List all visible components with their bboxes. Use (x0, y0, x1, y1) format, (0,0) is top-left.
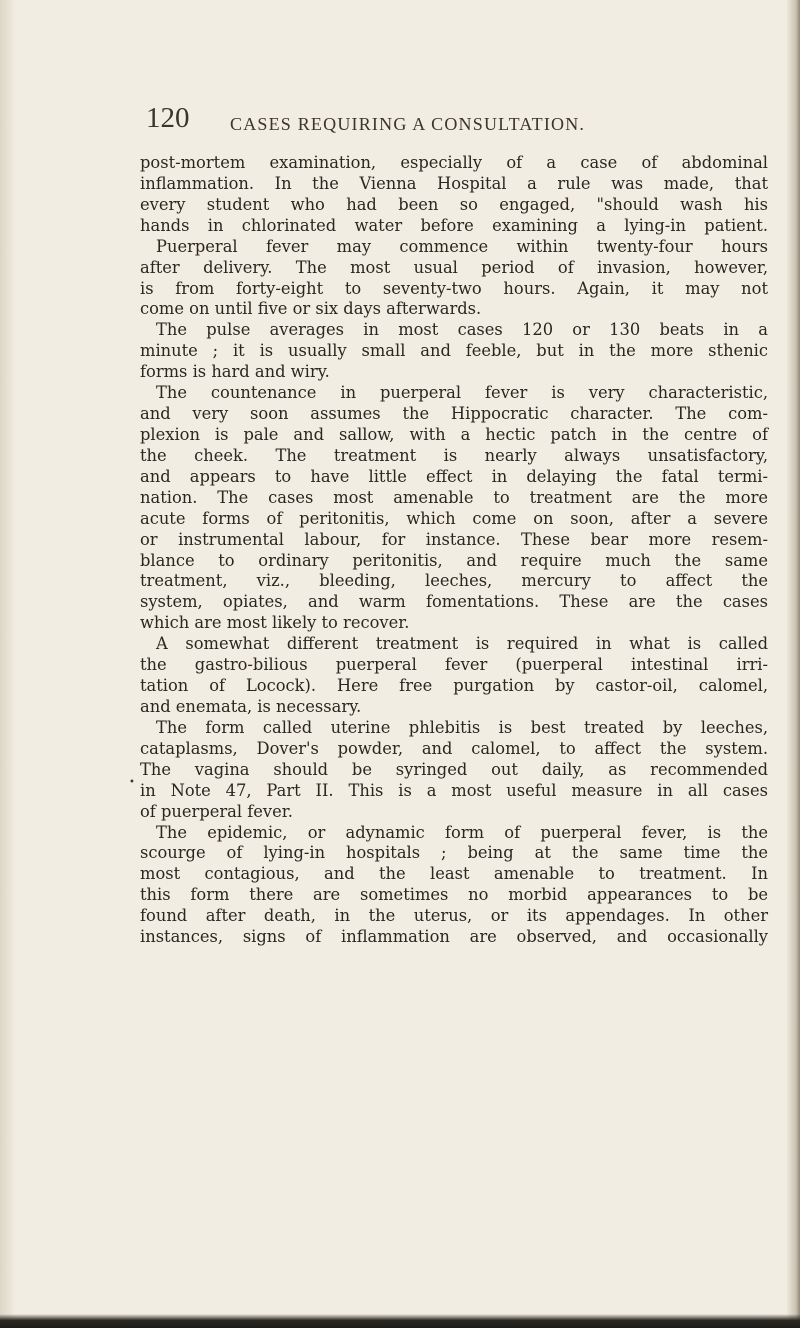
margin-mark: • (129, 777, 135, 788)
text-line: The countenance in puerperal fever is very characteristic, (156, 383, 768, 403)
text-line: and very soon assumes the Hippocratic character. The com- (140, 404, 768, 424)
text-line: most contagious, and the least amenable to treatment. In (140, 864, 768, 884)
text-line: this form there are sometimes no morbid appearances to be (140, 885, 768, 905)
text-line: instances, signs of inflammation are observed, and occasionally (140, 927, 768, 947)
text-line: the gastro-bilious puerperal fever (puerperal intestinal irri- (140, 655, 768, 675)
text-line: and enemata, is necessary. (140, 696, 362, 716)
text-line: A somewhat different treatment is required in what is called (156, 634, 768, 654)
text-line: in Note 47, Part II. This is a most useful measure in all cases (140, 780, 768, 800)
text-line: scourge of lying-in hospitals ; being at the same time the (140, 843, 768, 863)
text-line: treatment, viz., bleeding, leeches, mercury to affect the (140, 571, 768, 591)
text-line: inflammation. In the Vienna Hospital a rule was made, that (140, 173, 768, 193)
text-line: the cheek. The treatment is nearly always unsatisfactory, (140, 445, 768, 465)
text-line: Puerperal fever may commence within twenty-four hours (156, 236, 768, 256)
text-line: cataplasms, Dover's powder, and calomel, to affect the system. (140, 738, 768, 758)
text-line: and appears to have little effect in delaying the fatal termi- (140, 466, 768, 486)
text-line: every student who had been so engaged, "should wash his (140, 194, 768, 214)
body-text (140, 153, 768, 948)
text-line: is from forty-eight to seventy-two hours. Again, it may not (140, 278, 768, 298)
running-head: CASES REQUIRING A CONSULTATION. (230, 114, 586, 134)
text-line: of puerperal fever. (140, 801, 293, 821)
text-line: after delivery. The most usual period of invasion, however, (140, 257, 768, 277)
text-line: found after death, in the uterus, or its appendages. In other (140, 906, 768, 926)
text-line: The epidemic, or adynamic form of puerperal fever, is the (156, 822, 768, 842)
text-line: or instrumental labour, for instance. These bear more resem- (140, 529, 768, 549)
text-line: The vagina should be syringed out daily, as recommended (140, 759, 768, 779)
text-line: post-mortem examination, especially of a case of abdominal (140, 153, 768, 172)
text-line: system, opiates, and warm fomentations. These are the cases (140, 592, 768, 612)
text-line: acute forms of peritonitis, which come on soon, after a severe (140, 508, 768, 528)
page-number: 120 (146, 102, 190, 134)
text-line: The pulse averages in most cases 120 or 130 beats in a (156, 320, 768, 340)
text-line: tation of Locock). Here free purgation by castor-oil, calomel, (140, 676, 768, 696)
text-line: The form called uterine phlebitis is best treated by leeches, (156, 717, 768, 737)
text-line: blance to ordinary peritonitis, and require much the same (140, 550, 768, 570)
text-line: plexion is pale and sallow, with a hectic patch in the centre of (140, 424, 768, 444)
text-line: minute ; it is usually small and feeble, but in the more sthenic (140, 341, 768, 361)
page-edge-right (786, 0, 800, 1328)
page-header (146, 103, 776, 143)
text-line: forms is hard and wiry. (140, 362, 330, 382)
text-line: which are most likely to recover. (140, 613, 410, 633)
page-edge-bottom (0, 1314, 800, 1328)
text-line: hands in chlorinated water before examining a lying-in patient. (140, 215, 768, 235)
text-line: nation. The cases most amenable to treatment are the more (140, 487, 768, 507)
text-line: come on until five or six days afterwards. (140, 299, 482, 319)
gutter-shadow (0, 0, 16, 1328)
